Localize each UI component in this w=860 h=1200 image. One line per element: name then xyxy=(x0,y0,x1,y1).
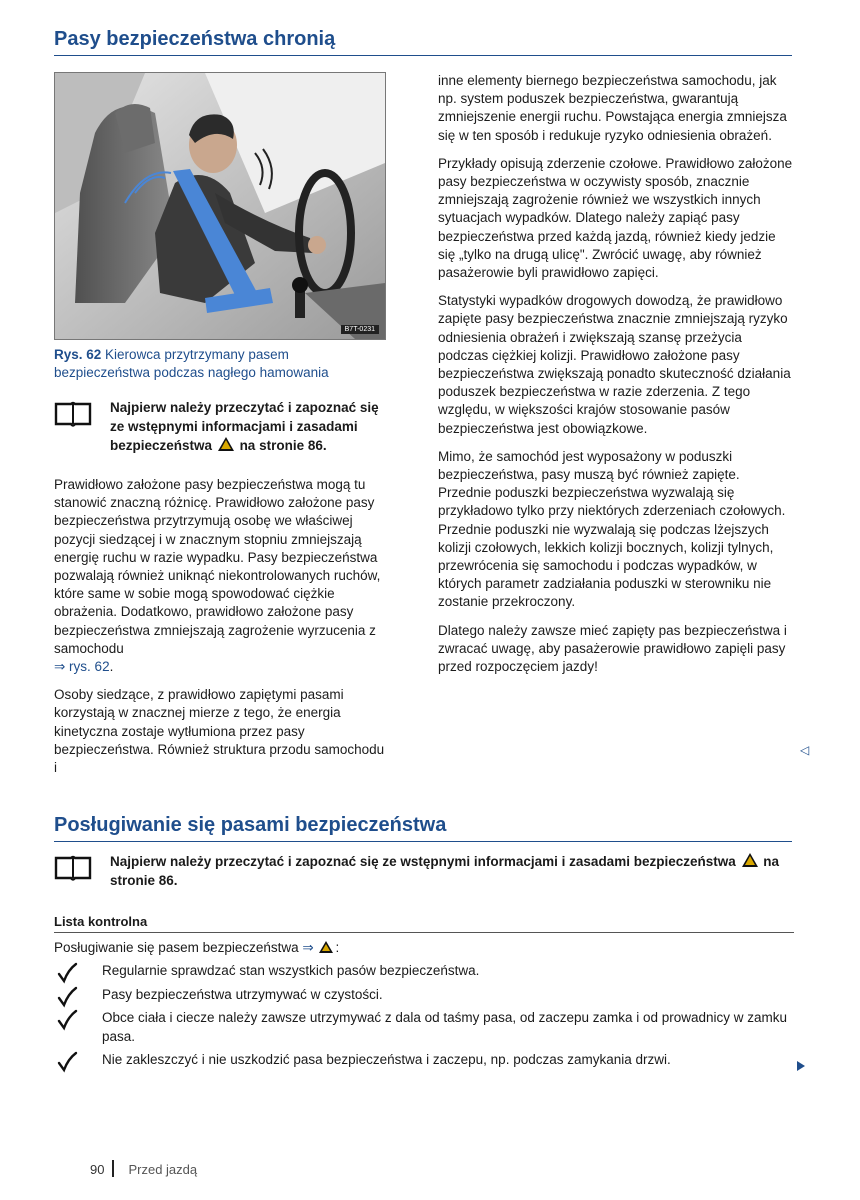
note-page-ref[interactable]: na stronie 86. xyxy=(235,438,327,453)
figure-driver-seatbelt xyxy=(54,72,386,340)
driver-illustration xyxy=(55,73,385,339)
book-icon xyxy=(54,854,92,882)
checklist-text: Regularnie sprawdzać stan wszystkich pasów bezpieczeństwa. xyxy=(102,963,480,978)
paragraph: Osoby siedzące, z prawidłowo zapiętymi pasami korzystają w znacznej mierze z tego, że energia kinetyczna zostaje wytłumiona przez pasy bezpieczeństwa. Również struktura przodu samochodu i xyxy=(54,687,385,776)
left-column: Prawidłowo założone pasy bezpieczeństwa mogą tu stanowić znaczną różnicę. Prawidłowo założone pasy bezpieczeństwa przytrzymują osobę we właściwej pozycji siedzącej i w znacznym stopniu zmniejszają energię ruchu w razie wypadku. Pasy bezpieczeństwa pozwalają również uniknąć niekontrolowanych ruchów, które same w sobie mogą spowodować ciężkie obrażenia. Dodatkowo, prawidłowo założone pasy bezpieczeństwa zmniejszają zagrożenie wyrzucenia z samochodu ⇒ rys. 62. Osoby siedzące, z prawidłowo zapiętymi pasami korzystają w znacznej mierze z tego, że energia kinetyczna zostaje wytłumiona przez pasy bezpieczeństwa. Również struktura przodu samochodu i xyxy=(54,476,390,787)
warning-icon xyxy=(742,853,758,867)
caption-text: Kierowca przytrzymany pasem bezpieczeństwa podczas nagłego hamowania xyxy=(54,347,329,380)
continue-arrow-icon xyxy=(797,1061,805,1071)
list-item xyxy=(54,1051,794,1070)
section-title: Posługiwanie się pasami bezpieczeństwa xyxy=(54,814,792,842)
warning-icon xyxy=(218,437,234,451)
checkmark-icon xyxy=(56,1009,78,1031)
list-item xyxy=(54,986,794,1005)
read-first-note xyxy=(54,852,794,890)
checklist-text: Pasy bezpieczeństwa utrzymywać w czystości. xyxy=(102,986,383,1002)
paragraph: Prawidłowo założone pasy bezpieczeństwa mogą tu stanowić znaczną różnicę. Prawidłowo założone pasy bezpieczeństwa przytrzymują osobę we właściwej pozycji siedzącej i w znacznym stopniu zmniejszają energię ruchu w razie wypadku. Pasy bezpieczeństwa pozwalają również uniknąć niekontrolowanych ruchów, które same w sobie mogą spowodować ciężkie obrażenia. Dodatkowo, prawidłowo założone pasy bezpieczeństwa zmniejszają zagrożenie wyrzucenia z samochodu xyxy=(54,477,381,656)
intro-text: Posługiwanie się pasem bezpieczeństwa xyxy=(54,940,303,955)
checklist-heading: Lista kontrolna xyxy=(54,914,794,933)
checkmark-icon xyxy=(56,986,78,1008)
paragraph: Dlatego należy zawsze mieć zapięty pas bezpieczeństwa i zwracać uwagę, aby pasażerowie prawidłowo zapięli pasy przed rozpoczęciem jazdy! xyxy=(438,622,787,675)
page-number: 90 xyxy=(90,1162,105,1177)
paragraph: inne elementy biernego bezpieczeństwa samochodu, jak np. system poduszek bezpieczeństwa, gwarantują zmniejszenie energii ruchu. Powstająca energia zmniejsza się w ten sposób i redukuje ryzyko odniesienia obrażeń. xyxy=(438,73,787,143)
footer-divider xyxy=(112,1160,114,1177)
figure-code: B7T-0231 xyxy=(341,325,379,334)
figure-link[interactable]: ⇒ rys. 62 xyxy=(54,659,110,675)
book-icon xyxy=(54,400,92,428)
paragraph: Statystyki wypadków drogowych dowodzą, że prawidłowo zapięte pasy bezpieczeństwa znacznie zmniejszają ryzyko odniesienia obrażeń i zwiększają szansę przeżycia podczas ciężkiej kolizji. Prawidłowo założone pasy bezpieczeństwa zwiększają ponadto skuteczność działania poduszek bezpieczeństwa w razie zderzenia. Z tego względu, w większości krajów stosowanie pasów bezpieczeństwa jest obowiązkowe. xyxy=(438,293,791,436)
paragraph: Przykłady opisują zderzenie czołowe. Prawidłowo założone pasy bezpieczeństwa w oczywisty sposób, znacznie zmniejszają zagrożenie również we wszystkich innych sytuacjach wypadków. Dlatego należy zapiąć pasy bezpieczeństwa przed każdą jazdą, również kiedy jedzie się „tylko na drugą ulicę". Zwrócić uwagę, aby również pasażerowie byli prawidłowo zapięci. xyxy=(438,155,793,281)
paragraph: Mimo, że samochód jest wyposażony w poduszki bezpieczeństwa, pasy muszą być również zapięte. Przednie poduszki bezpieczeństwa wyzwalają się przykładowo tylko przy niektórych zderzeniach czołowych. Przednie poduszki nie wyzwalają się podczas lżejszych kolizji czołowych, lekkich kolizji bocznych, kolizji tylnych, przewrócenia się samochodu i podczas wypadków, w których parametr zadziałania poduszki w sterowniku nie zostanie przekroczony. xyxy=(438,448,786,610)
checklist xyxy=(54,962,794,1075)
checkmark-icon xyxy=(56,962,78,984)
checklist-text: Nie zakleszczyć i nie uszkodzić pasa bezpieczeństwa i zaczepu, np. podczas zamykania drzwi. xyxy=(102,1052,671,1067)
page-footer xyxy=(90,1160,197,1177)
section-end-icon: ◁ xyxy=(800,743,810,757)
footer-section: Przed jazdą xyxy=(128,1162,198,1177)
right-column xyxy=(438,72,794,686)
warning-link[interactable]: ⇒ xyxy=(302,940,314,955)
checklist-text: Obce ciała i ciecze należy zawsze utrzymywać z dala od taśmy pasa, od zaczepu zamka i od prowadnicy w zamku pasa. xyxy=(102,1010,788,1044)
warning-icon xyxy=(319,941,333,953)
caption-label: Rys. 62 xyxy=(54,347,102,362)
list-item xyxy=(54,1009,794,1046)
note-page-ref[interactable]: na stronie 86. xyxy=(110,854,780,888)
list-item xyxy=(54,962,794,981)
checkmark-icon xyxy=(56,1051,78,1073)
note-text: Najpierw należy przeczytać i zapoznać się ze wstępnymi informacjami i zasadami bezpieczeństwa xyxy=(110,400,379,453)
read-first-note xyxy=(54,398,384,455)
section-title: Pasy bezpieczeństwa chronią xyxy=(54,28,792,56)
figure-caption xyxy=(54,346,384,382)
checklist-intro: Posługiwanie się pasem bezpieczeństwa ⇒ : xyxy=(54,940,340,955)
note-text: Najpierw należy przeczytać i zapoznać się ze wstępnymi informacjami i zasadami bezpieczeństwa xyxy=(110,854,736,869)
